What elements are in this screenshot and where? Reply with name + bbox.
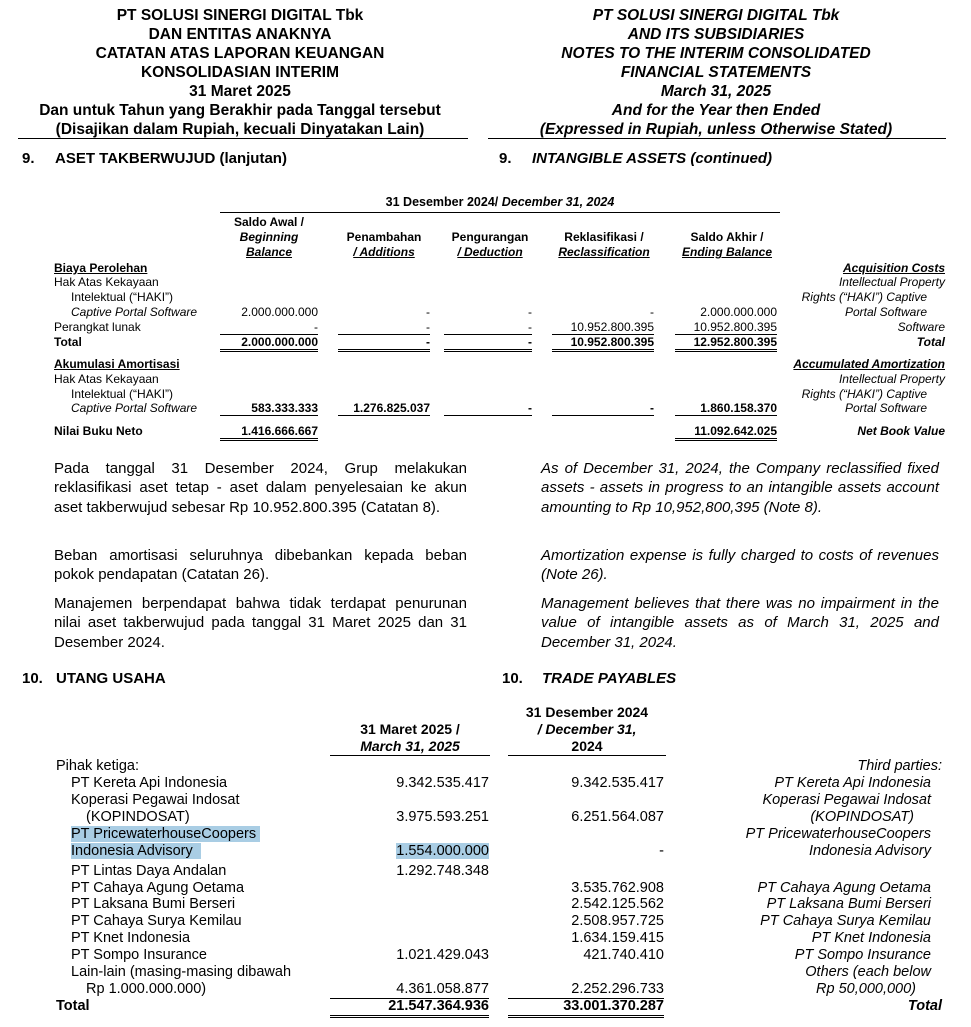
table-row-value-mar2025: 3.975.593.251 [396, 809, 489, 825]
note10-title-id [22, 670, 166, 687]
software-cost-additions: - [338, 320, 430, 335]
third-parties-label-id: Pihak ketiga: [56, 758, 140, 774]
col-header-beginning-id: Saldo Awal / [233, 215, 305, 229]
tp-total-label-id: Total [56, 998, 90, 1014]
col-header-additions-en: / Additions [353, 245, 415, 259]
software-cost-deduction: - [444, 320, 532, 335]
col-header-reclassification [552, 230, 656, 260]
table-row-value-dec2024: 2.508.957.725 [571, 913, 664, 929]
highlighted-text: Indonesia Advisory [71, 843, 201, 859]
paragraph-amortization-id: Beban amortisasi seluruhnya dibebankan kepada beban pokok pendapatan (Catatan 26). [54, 547, 467, 584]
amort-haki-label-en-1: Intellectual Property [838, 372, 945, 386]
table-row-value-mar2025: 1.292.748.348 [396, 863, 489, 879]
table-row-label-id [71, 826, 260, 843]
tp-col2-year: 2024 [571, 738, 603, 754]
software-label-en: Software [897, 320, 945, 334]
tp-col1-id: 31 Maret 2025 / [360, 721, 460, 737]
cost-total-additions: - [338, 335, 430, 352]
col-header-ending [675, 230, 779, 260]
col-header-beginning-en1: Beginning [239, 230, 299, 244]
highlighted-text: PT PricewaterhouseCoopers [71, 826, 260, 842]
cost-total-beginning: 2.000.000.000 [220, 335, 318, 352]
table-row-label-en: Rp 50,000,000) [816, 981, 916, 997]
table-row-label-id [71, 843, 201, 860]
tp-total-label-en: Total [907, 998, 942, 1014]
note10-number-en: 10. [502, 670, 523, 687]
subsidiaries-id: DAN ENTITAS ANAKNYA [148, 26, 332, 43]
tp-col-header-dec2024 [508, 704, 666, 756]
table-row-label-id: (KOPINDOSAT) [86, 809, 190, 825]
table-row-label-en: PT Cahaya Surya Kemilau [760, 913, 931, 929]
table-row-value-dec2024: 1.634.159.415 [571, 930, 664, 946]
amort-reclass: - [552, 401, 654, 416]
table-row-value-mar2025: 4.361.058.877 [330, 981, 489, 999]
table-row-label-en: (KOPINDOSAT) [810, 809, 914, 825]
table-row-label-id: Lain-lain (masing-masing dibawah [71, 964, 292, 980]
amort-additions: 1.276.825.037 [338, 401, 430, 416]
table-row-label-en: PT Laksana Bumi Berseri [766, 896, 931, 912]
amort-haki-label-en-3: Portal Software [844, 401, 927, 415]
note9-title-en [499, 150, 772, 167]
col-header-additions-id: Penambahan [346, 230, 422, 244]
paragraph-reclassification-id: Pada tanggal 31 Desember 2024, Grup melakukan reklasifikasi aset tetap - aset dalam penyelesaian ke akun aset takberwujud sebesar Rp 10.952.800.395 (Catatan 8). [54, 460, 467, 516]
note9-heading-en: INTANGIBLE ASSETS (continued) [532, 150, 772, 167]
paragraph-impairment-id: Manajemen berpendapat bahwa tidak terdapat penurunan nilai aset takberwujud pada tanggal 31 Maret 2025 dan 31 Desember 2024. [54, 595, 467, 651]
table-row-value-mar2025: 1.021.429.043 [396, 947, 489, 963]
cost-total-label-id: Total [54, 335, 82, 349]
header-rule-left [18, 138, 468, 139]
note9-period-rule [220, 212, 780, 213]
col-header-beginning-en2: Balance [245, 245, 293, 259]
col-header-ending-id: Saldo Akhir / [690, 230, 764, 244]
amort-ending: 1.860.158.370 [675, 401, 777, 416]
amort-haki-label-id-1: Hak Atas Kekayaan [54, 372, 159, 386]
tp-col2-en: / December 31, [537, 721, 637, 737]
currency-note-id: (Disajikan dalam Rupiah, kecuali Dinyatakan Lain) [55, 121, 425, 138]
table-row-value-mar2025 [394, 843, 489, 860]
col-header-reclass-en: Reclassification [558, 245, 650, 259]
table-row-value-dec2024: - [659, 843, 664, 859]
haki-cost-ending: 2.000.000.000 [700, 305, 777, 319]
haki-cost-reclass: - [650, 305, 654, 319]
table-row-label-id: PT Sompo Insurance [71, 947, 207, 963]
col-header-reclass-id: Reklasifikasi / [564, 230, 644, 244]
amortization-heading-id: Akumulasi Amortisasi [54, 357, 180, 371]
nbv-label-en: Net Book Value [857, 424, 945, 438]
note9-period-en: December 31, 2024 [498, 195, 615, 209]
cost-total-deduction: - [444, 335, 532, 352]
haki-label-id-2: Intelektual (“HAKI”) [71, 290, 174, 304]
highlighted-value: 1.554.000.000 [396, 843, 489, 859]
date-id: 31 Maret 2025 [189, 83, 291, 100]
table-row-label-en: Koperasi Pegawai Indosat [762, 792, 931, 808]
amort-haki-label-id-2: Intelektual (“HAKI”) [71, 387, 174, 401]
cost-total-reclass: 10.952.800.395 [552, 335, 654, 352]
table-row-label-en: PT Knet Indonesia [811, 930, 931, 946]
doc-title-en-2: FINANCIAL STATEMENTS [620, 64, 812, 81]
note10-heading-en: TRADE PAYABLES [542, 670, 677, 687]
table-row-value-dec2024: 3.535.762.908 [571, 880, 664, 896]
haki-label-en-2: Rights (“HAKI”) Captive [801, 290, 927, 304]
nbv-ending: 11.092.642.025 [675, 424, 777, 441]
table-row-value-mar2025: 9.342.535.417 [396, 775, 489, 791]
table-row-label-en: PT Cahaya Agung Oetama [757, 880, 931, 896]
table-row-label-id: PT Knet Indonesia [71, 930, 191, 946]
haki-label-id-3: Captive Portal Software [71, 305, 198, 319]
note10-number-id: 10. [22, 670, 43, 687]
table-row-label-id: PT Cahaya Agung Oetama [71, 880, 245, 896]
haki-cost-deduction: - [528, 305, 532, 319]
software-label-id: Perangkat lunak [54, 320, 141, 334]
haki-label-id-1: Hak Atas Kekayaan [54, 275, 159, 289]
table-row-value-dec2024: 2.252.296.733 [508, 981, 664, 999]
note9-heading-id: ASET TAKBERWUJUD (lanjutan) [55, 150, 287, 167]
table-row-label-en: Indonesia Advisory [809, 843, 931, 859]
company-name-id: PT SOLUSI SINERGI DIGITAL Tbk [116, 7, 364, 24]
company-name-en: PT SOLUSI SINERGI DIGITAL Tbk [592, 7, 840, 24]
table-row-label-en: Others (each below [805, 964, 931, 980]
tp-total-dec2024: 33.001.370.287 [508, 998, 664, 1018]
haki-cost-additions: - [426, 305, 430, 319]
paragraph-impairment-en: Management believes that there was no impairment in the value of intangible assets as of March 31, 2025 and December 31, 2024. [541, 595, 939, 651]
col-header-ending-en: Ending Balance [681, 245, 773, 259]
header-rule-right [488, 138, 946, 139]
table-row-label-id: PT Laksana Bumi Berseri [71, 896, 236, 912]
header-en [485, 6, 947, 139]
haki-cost-beginning: 2.000.000.000 [241, 305, 318, 319]
table-row-label-id: PT Lintas Daya Andalan [71, 863, 227, 879]
haki-label-en-3: Portal Software [844, 305, 927, 319]
cost-total-ending: 12.952.800.395 [675, 335, 777, 352]
note10-heading-id: UTANG USAHA [56, 670, 166, 687]
col-header-beginning [220, 215, 318, 260]
amort-deduction: - [444, 401, 532, 416]
haki-label-en-1: Intellectual Property [838, 275, 945, 289]
table-row-value-dec2024: 9.342.535.417 [571, 775, 664, 791]
note9-number-en: 9. [499, 150, 512, 167]
col-header-deduction-en: / Deduction [457, 245, 523, 259]
note9-period-id: 31 Desember 2024/ [385, 195, 499, 209]
acquisition-heading-id: Biaya Perolehan [54, 261, 148, 275]
tp-col-header-mar2025 [330, 721, 490, 756]
note9-title-id [22, 150, 287, 167]
table-row-value-dec2024: 6.251.564.087 [571, 809, 664, 825]
table-row-label-id: Rp 1.000.000.000) [86, 981, 207, 997]
paragraph-reclassification-en: As of December 31, 2024, the Company reclassified fixed assets - assets in progress to an intangible assets account amounting to Rp 10,952,800,395 (Note 8). [541, 460, 939, 516]
note10-title-en [502, 670, 676, 687]
software-cost-reclass: 10.952.800.395 [552, 320, 654, 335]
table-row-value-dec2024: 2.542.125.562 [571, 896, 664, 912]
table-row-label-en: PT Kereta Api Indonesia [774, 775, 931, 791]
currency-note-en: (Expressed in Rupiah, unless Otherwise Stated) [539, 121, 893, 138]
cost-total-label-en: Total [916, 335, 945, 349]
table-row-label-id: PT Kereta Api Indonesia [71, 775, 228, 791]
table-row-value-dec2024: 421.740.410 [583, 947, 664, 963]
period-id: Dan untuk Tahun yang Berakhir pada Tanggal tersebut [39, 102, 441, 119]
nbv-beginning: 1.416.666.667 [220, 424, 318, 441]
col-header-deduction [444, 230, 536, 260]
amortization-heading-en: Accumulated Amortization [793, 357, 945, 371]
amort-beginning: 583.333.333 [220, 401, 318, 416]
table-row-label-en: PT Sompo Insurance [794, 947, 931, 963]
doc-title-id-1: CATATAN ATAS LAPORAN KEUANGAN [95, 45, 385, 62]
table-row-label-en: PT PricewaterhouseCoopers [745, 826, 931, 842]
software-cost-beginning: - [220, 320, 318, 335]
amort-haki-label-id-3: Captive Portal Software [71, 401, 198, 415]
doc-title-id-2: KONSOLIDASIAN INTERIM [140, 64, 340, 81]
header-id [10, 6, 470, 139]
tp-col2-id: 31 Desember 2024 [525, 704, 649, 720]
amort-haki-label-en-2: Rights (“HAKI”) Captive [801, 387, 927, 401]
paragraph-amortization-en: Amortization expense is fully charged to costs of revenues (Note 26). [541, 547, 939, 584]
tp-total-mar2025: 21.547.364.936 [330, 998, 489, 1018]
doc-title-en-1: NOTES TO THE INTERIM CONSOLIDATED [561, 45, 871, 62]
table-row-label-id: PT Cahaya Surya Kemilau [71, 913, 242, 929]
note9-number-id: 9. [22, 150, 35, 167]
nbv-label-id: Nilai Buku Neto [54, 424, 143, 438]
date-en: March 31, 2025 [660, 83, 772, 100]
third-parties-label-en: Third parties: [857, 758, 942, 774]
col-header-additions [338, 230, 430, 260]
subsidiaries-en: AND ITS SUBSIDIARIES [627, 26, 805, 43]
note9-period-header [220, 195, 780, 209]
software-cost-ending: 10.952.800.395 [675, 320, 777, 335]
table-row-label-id: Koperasi Pegawai Indosat [71, 792, 240, 808]
acquisition-heading-en: Acquisition Costs [842, 261, 945, 275]
tp-col1-en: March 31, 2025 [360, 738, 460, 754]
period-en: And for the Year then Ended [611, 102, 821, 119]
col-header-deduction-id: Pengurangan [451, 230, 529, 244]
